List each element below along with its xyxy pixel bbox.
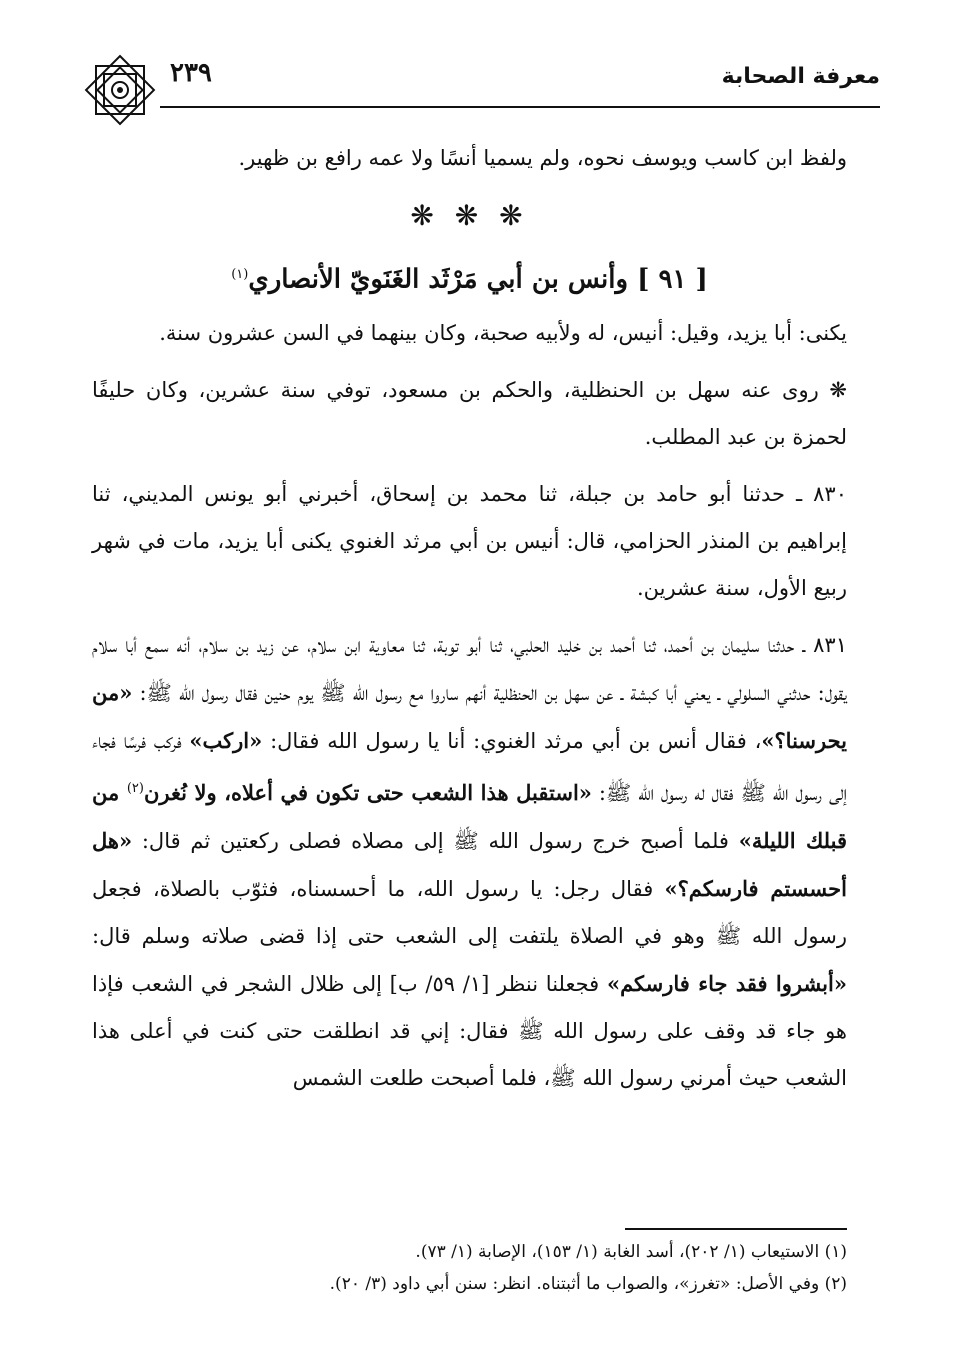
entry-name: وأنس بن أبي مَرْثَد الغَنَويّ الأنصاري <box>248 264 629 295</box>
prophetic-quote: «من يحرسنا؟» <box>92 679 847 753</box>
hadith-831-text: فركب فرسًا فجاء إلى رسول الله ﷺ فقال له رسول الله ﷺ: <box>92 728 847 805</box>
footnote-1: (١) الاستيعاب (١/ ٢٠٢)، أسد الغابة (١/ ١٥٣)، الإصابة (١/ ٧٣). <box>415 1242 847 1262</box>
header-rule <box>160 106 880 108</box>
footnotes <box>92 1236 847 1300</box>
prophetic-quote: «استقبل هذا الشعب حتى تكون في أعلاه، ولا نُغرن <box>143 779 592 805</box>
main-text <box>92 135 847 1112</box>
page-number: ٢٣٩ <box>170 58 212 88</box>
intro-line: ولفظ ابن كاسب ويوسف نحوه، ولم يسميا أنسًا ولا عمه رافع بن ظهير. <box>238 146 847 170</box>
hadith-831-text: فقال رجل: يا رسول الله، ما أحسسناه، فثوّب بالصلاة، فجعل رسول الله ﷺ وهو في الصلاة يلتفت إلى الشعب حتى إذا قضى صلاته وسلم قال: <box>92 876 847 948</box>
running-title: معرفة الصحابة <box>721 64 880 89</box>
narrators-paragraph: ❋ روى عنه سهل بن الحنظلية، والحكم بن مسعود، توفي سنة عشرين، وكان حليفًا لحمزة بن عبد المطلب. <box>92 377 847 449</box>
kunya-paragraph: يكنى: أبا يزيد، وقيل: أنيس، له ولأبيه صحبة، وكان بينهما في السن عشرون سنة. <box>159 320 847 345</box>
footnote-ref-2: (٢) <box>126 780 144 796</box>
hadith-830: ٨٣٠ ـ حدثنا أبو حامد بن جبلة، ثنا محمد بن إسحاق، أخبرني أبو يونس المديني، ثنا إبراهيم بن المنذر الحزامي، قال: أنيس بن أبي مرثد الغنوي يكنى أبا يزيد، مات في شهر ربيع الأول، سنة عشرين. <box>92 481 847 600</box>
hadith-831-text: ، فقال أنس بن أبي مرثد الغنوي: أنا يا رسول الله فقال: <box>262 728 762 753</box>
prophetic-quote: «أبشروا فقد جاء فارسكم» <box>606 970 847 996</box>
footnote-rule <box>625 1228 847 1230</box>
hadith-831 <box>92 622 847 1102</box>
octagram-ornament-icon <box>80 50 160 130</box>
section-separator: ❋ ❋ ❋ <box>410 199 529 232</box>
hadith-831-text: فجعلنا ننظر [١/ ٥٩/ ب] إلى ظلال الشجر في الشعب فإذا هو جاء قد وقف على رسول الله ﷺ فقال: إني قد انطلقت حتى كنت في أعلى هذا الشعب حيث أمرني رسول الله ﷺ، فلما أصبحت طلعت الشمس <box>92 971 847 1090</box>
footnote-ref-1: (١) <box>231 267 249 282</box>
hadith-831-text: فلما أصبح خرج رسول الله ﷺ إلى مصلاه فصلى ركعتين ثم قال: <box>132 828 739 853</box>
entry-heading <box>92 251 847 304</box>
footnote-2: (٢) وفي الأصل: «تغرز»، والصواب ما أثبتناه. انظر: سنن أبي داود (٣/ ٢٠). <box>329 1274 847 1294</box>
prophetic-quote: «هل أحسستم فارسكم؟» <box>92 827 847 901</box>
page-header <box>80 50 880 130</box>
prophetic-quote: «اركب» <box>189 727 263 753</box>
prophetic-quote: من قبلك الليلة» <box>92 779 847 853</box>
hadith-831-text: ٨٣١ ـ حدثنا سليمان بن أحمد، ثنا أحمد بن خليد الحلبي، ثنا أبو توبة، ثنا معاوية ابن سلام، عن زيد بن سلام، أنه سمع أبا سلام يقول: حدثني السلولي ـ يعني أبا كبشة ـ عن سهل بن الحنظلية أنهم ساروا مع رسول الله ﷺ يوم حنين فقال رسول الله ﷺ: <box>92 632 847 705</box>
entry-number: [ ٩١ ] <box>637 264 708 295</box>
